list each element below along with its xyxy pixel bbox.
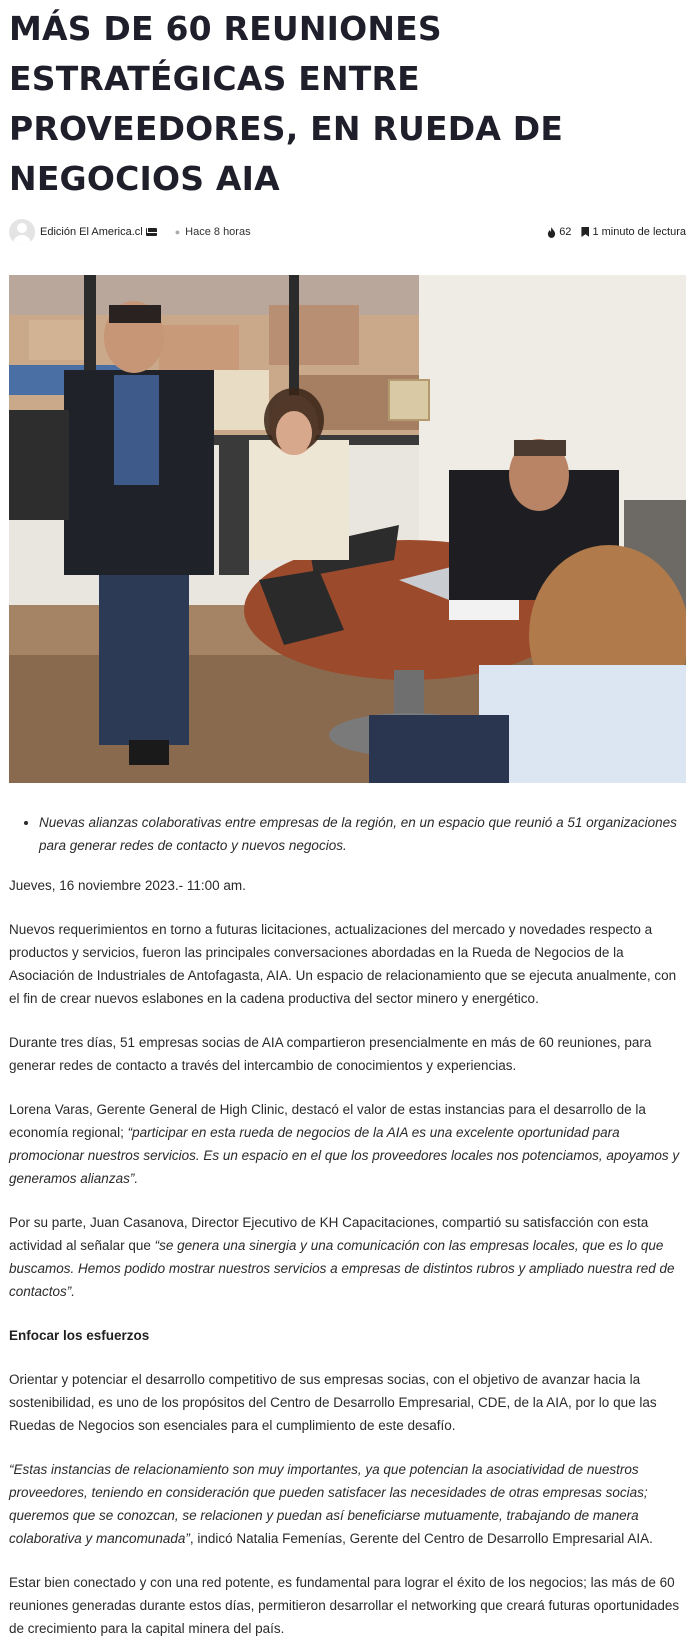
paragraph-4-quote: “se genera una sinergia y una comunicación con las empresas locales, que es lo que buscamos. Hemos podido mostrar nuestros servicios a empresas de distintos rubros y ampliado nuestra red de contactos”. — [9, 1238, 675, 1299]
article-date: Jueves, 16 noviembre 2023.- 11:00 am. — [9, 878, 246, 893]
reading-time: 1 minuto de lectura — [592, 226, 686, 238]
article-title: MÁS DE 60 REUNIONES ESTRATÉGICAS ENTRE PROVEEDORES, EN RUEDA DE NEGOCIOS AIA — [9, 9, 564, 198]
author-block — [9, 217, 251, 247]
paragraph-1: Nuevos requerimientos en torno a futuras licitaciones, actualizaciones del mercado y novedades respecto a productos y servicios, fueron las principales conversaciones abordadas en la Rueda de Negocios de la Asociación de Industriales de Antofagasta, AIA. Un espacio de relacionamiento que se ejecuta anualmente, con el fin de crear nuevos eslabones en la cadena productiva del sector minero y energético. — [9, 922, 677, 1006]
time-ago: Hace 8 horas — [185, 226, 251, 238]
envelope-icon[interactable] — [146, 228, 157, 236]
paragraph-6-tail: , indicó Natalia Femenías, Gerente del Centro de Desarrollo Empresarial AIA. — [189, 1531, 653, 1546]
avatar[interactable] — [9, 219, 35, 245]
article-photo — [9, 275, 686, 783]
section-heading: Enfocar los esfuerzos — [9, 1328, 150, 1343]
article-meta — [9, 217, 686, 247]
paragraph-7: Estar bien conectado y con una red potente, es fundamental para lograr el éxito de los negocios; las más de 60 reuniones generadas durante estos días, permitieron desarrollar el networking que creará futuras oportunidades de crecimiento para la capital minera del país. — [9, 1575, 680, 1636]
author-link[interactable]: Edición El America.cl — [40, 226, 143, 238]
views-count: 62 — [559, 226, 572, 238]
paragraph-3-quote: “participar en esta rueda de negocios de la AIA es una excelente oportunidad para promocionar nuestros servicios. Es un espacio en el que los proveedores locales nos potenciamos, apoyamos y generamos alianzas”. — [9, 1125, 680, 1186]
paragraph-3-lead: Lorena Varas, Gerente General de High Clinic, destacó el valor de estas instancias para el desarrollo de la economía regional; — [9, 1102, 646, 1140]
paragraph-3 — [9, 1098, 686, 1190]
paragraph-6 — [9, 1458, 686, 1550]
summary-bullets — [9, 811, 686, 857]
article — [9, 0, 686, 1640]
paragraph-4 — [9, 1211, 686, 1303]
summary-bullet: • Nuevas alianzas colaborativas entre empresas de la región, en un espacio que reunió a 51 organizaciones para generar redes de contacto y nuevos negocios. — [39, 811, 686, 857]
paragraph-5: Orientar y potenciar el desarrollo competitivo de sus empresas socias, con el objetivo de avanzar hacia la sostenibilidad, es uno de los propósitos del Centro de Desarrollo Empresarial, CDE, de la AIA, por lo que las Ruedas de Negocios son esenciales para el cumplimiento de este desafío. — [9, 1372, 657, 1433]
paragraph-2: Durante tres días, 51 empresas socias de AIA compartieron presencialmente en más de 60 reuniones, para generar redes de contacto a través del intercambio de conocimientos y experiencias. — [9, 1035, 652, 1073]
bookmark-icon — [581, 227, 589, 237]
paragraph-4-lead: Por su parte, Juan Casanova, Director Ejecutivo de KH Capacitaciones, compartió su satisfacción con esta actividad al señalar que — [9, 1215, 649, 1253]
separator-dot: ● — [174, 227, 181, 237]
fire-icon — [547, 227, 556, 238]
paragraph-6-quote: “Estas instancias de relacionamiento son muy importantes, ya que potencian la asociatividad de nuestros proveedores, teniendo en consideración que pueden satisfacer las necesidades de otras empresas socias; queremos que se conozcan, se relacionen y puedan así beneficiarse mutuamente, trabajando de manera colaborativa y mancomunada” — [9, 1462, 648, 1546]
article-stats — [547, 217, 686, 247]
